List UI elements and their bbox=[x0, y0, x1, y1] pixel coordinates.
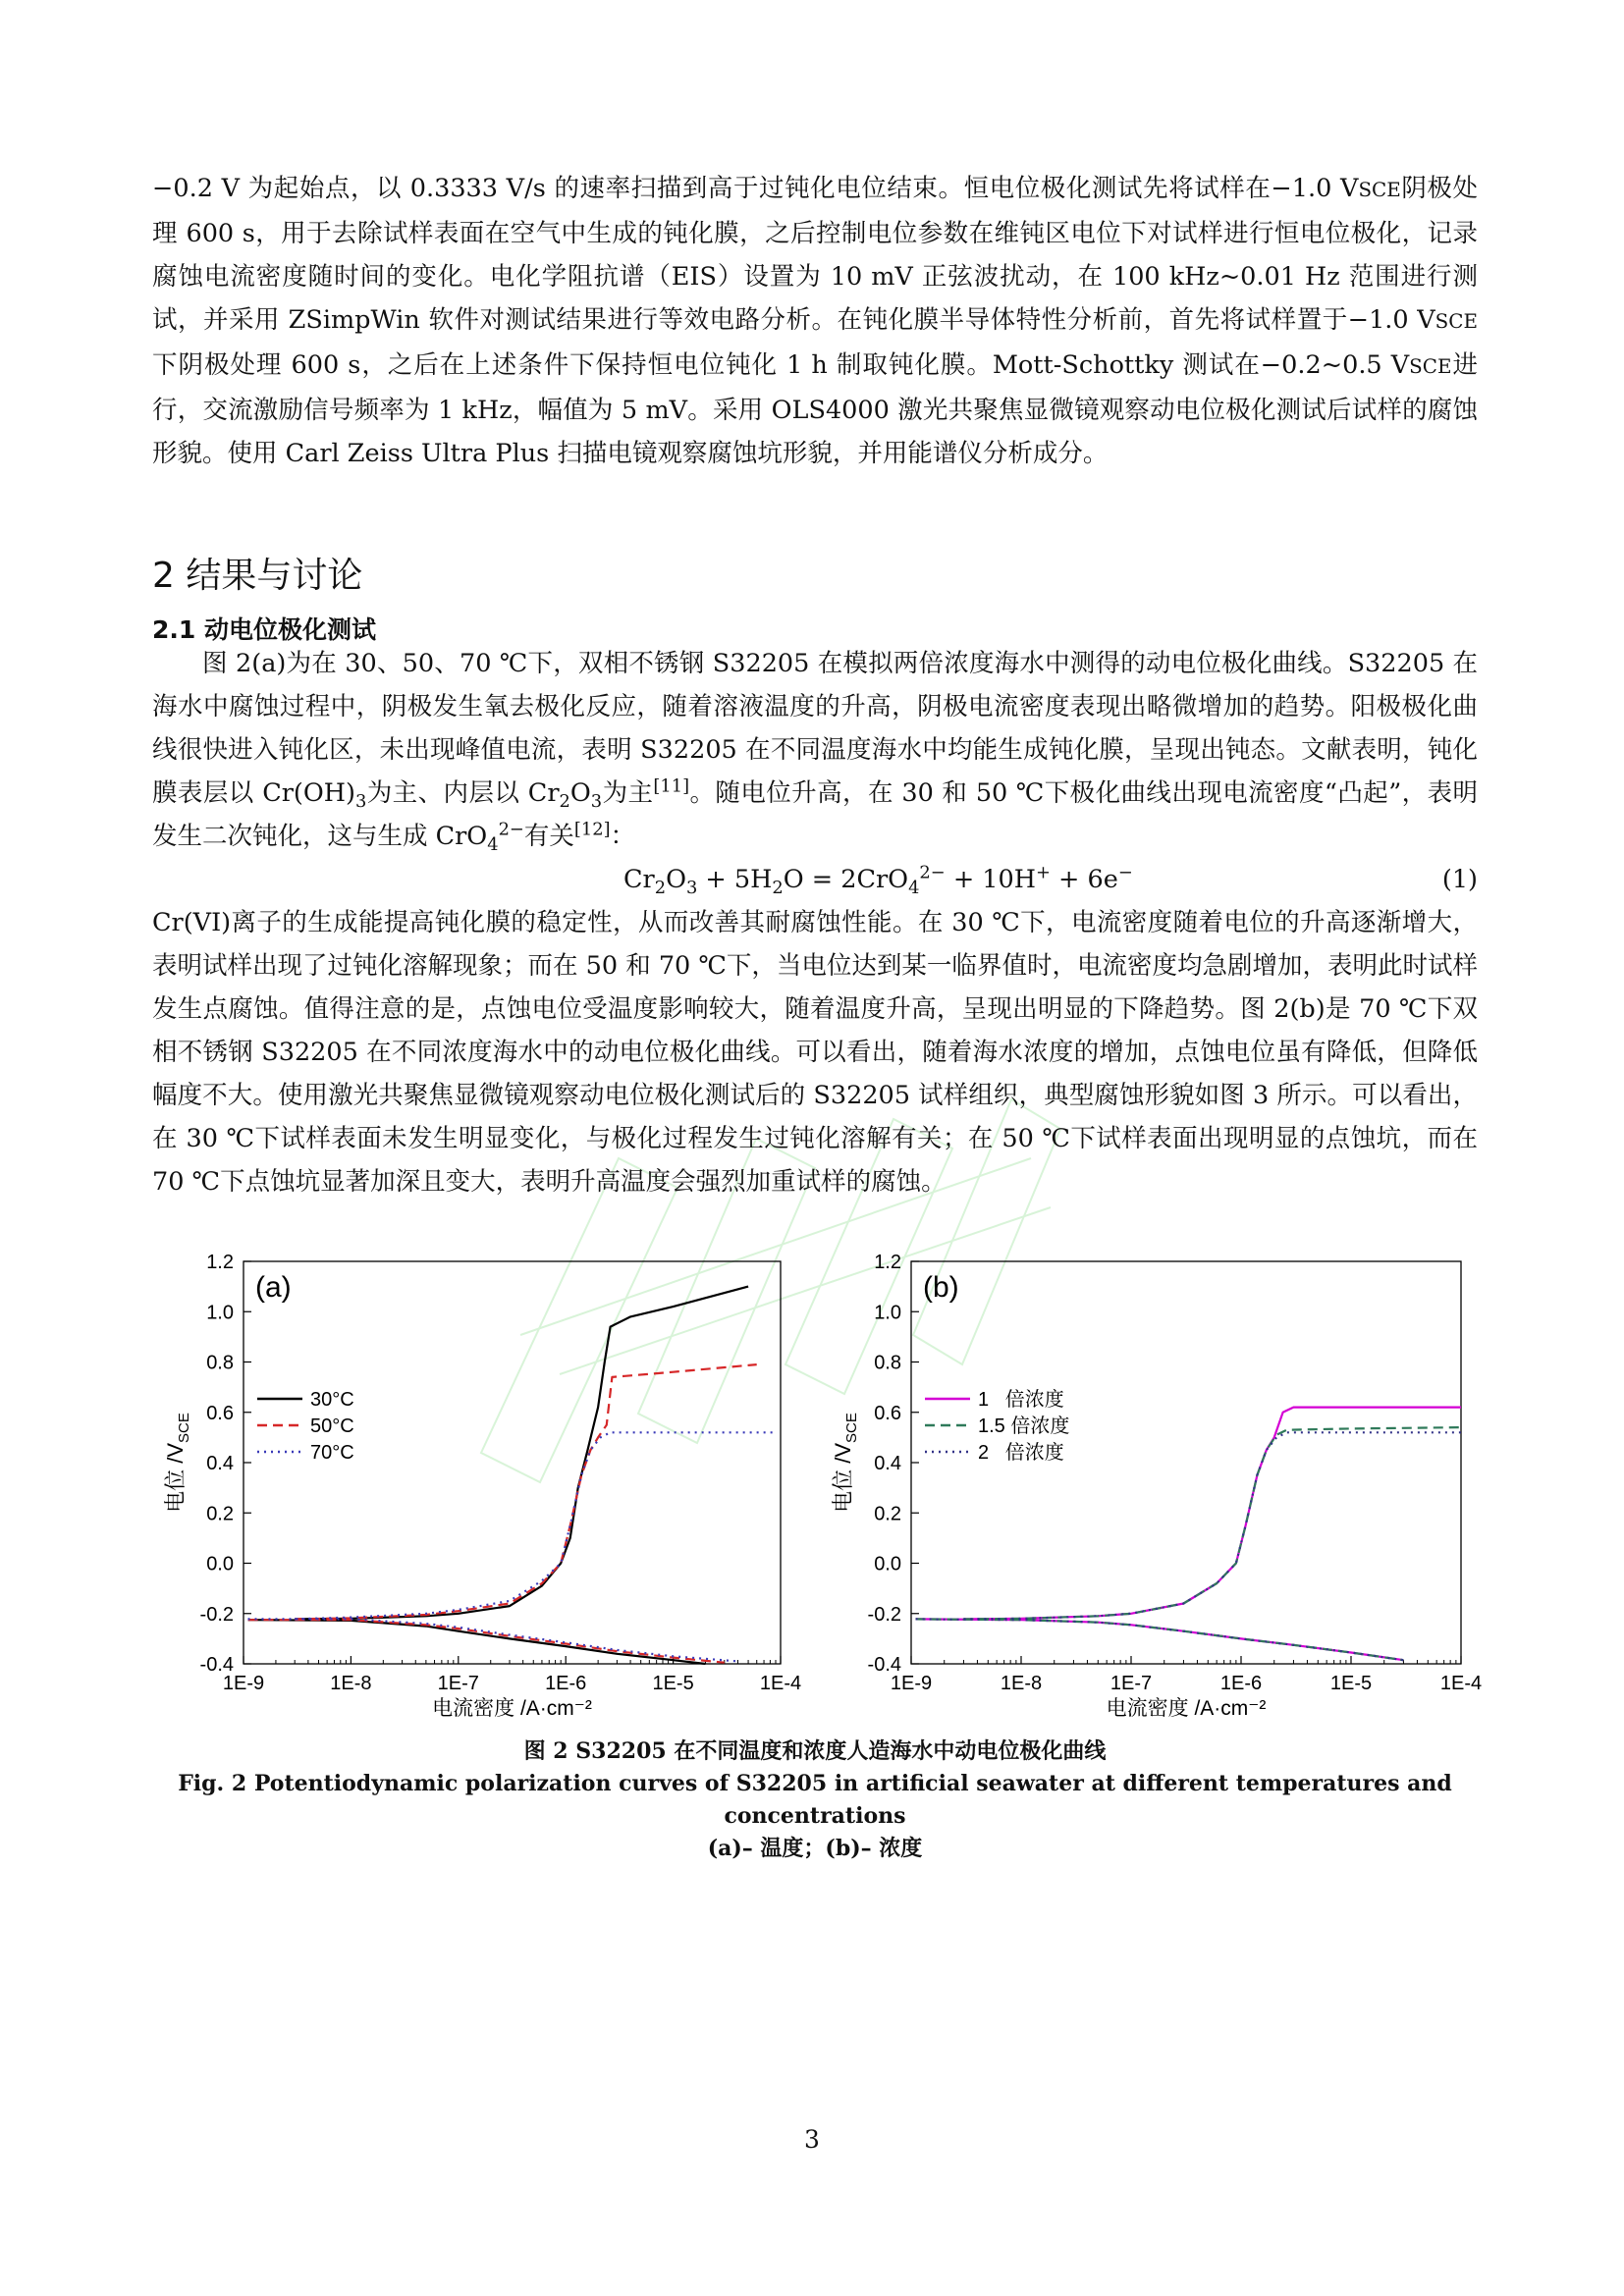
y-tick-label: 0.0 bbox=[874, 1553, 901, 1575]
y-tick-label: -0.2 bbox=[867, 1603, 901, 1626]
series-line-anodic bbox=[295, 1287, 748, 1620]
y-tick-label: 0.0 bbox=[206, 1553, 234, 1575]
x-tick-label: 1E-5 bbox=[652, 1673, 694, 1694]
equation-1 bbox=[152, 858, 1478, 901]
legend-label: 70°C bbox=[310, 1442, 354, 1464]
y-tick-label: 0.4 bbox=[206, 1453, 234, 1474]
y-tick-label: -0.2 bbox=[199, 1603, 234, 1626]
legend-label: 2 倍浓度 bbox=[978, 1442, 1064, 1464]
series-line-cathodic bbox=[916, 1619, 1404, 1660]
paragraph-concentration: Cr(VI)离子的生成能提高钝化膜的稳定性，从而改善其耐腐蚀性能。在 30 ℃下，电流密度随着电位的升高逐渐增大，表明试样出现了过钝化溶解现象；而在 50 和 70 ℃下，当电位达到某一临界值时，电流密度均急剧增加，表明此时试样发生点腐蚀。值得注意的是，点蚀电位受温度影响较大，随着温度升高，呈现出明显的下降趋势。图 2(b)是 70 ℃下双相不锈钢 S32205 在不同浓度海水中的动电位极化曲线。可以看出，随着海水浓度的增加，点蚀电位虽有降低，但降低幅度不大。使用激光共聚焦显微镜观察动电位极化测试后的 S32205 试样组织，典型腐蚀形貌如图 3 所示。可以看出，在 30 ℃下试样表面未发生明显变化，与极化过程发生过钝化溶解有关；在 50 ℃下试样表面出现明显的点蚀坑，而在 70 ℃下点蚀坑显著加深且变大，表明升高温度会强烈加重试样的腐蚀。 bbox=[152, 908, 1478, 1197]
x-tick-label: 1E-9 bbox=[890, 1673, 933, 1694]
figure-2 bbox=[147, 1242, 1502, 1733]
y-tick-label: 0.2 bbox=[206, 1503, 234, 1525]
series-line-cathodic bbox=[248, 1620, 706, 1664]
x-tick-label: 1E-7 bbox=[1110, 1673, 1153, 1694]
legend-label: 1 倍浓度 bbox=[978, 1389, 1064, 1411]
y-tick-label: 0.8 bbox=[206, 1352, 234, 1374]
y-tick-label: 1.2 bbox=[206, 1252, 234, 1273]
paragraph-temperature: 图 2(a)为在 30、50、70 ℃下，双相不锈钢 S32205 在模拟两倍浓度海水中测得的动电位极化曲线。S32205 在海水中腐蚀过程中，阴极发生氧去极化反应，随着溶液温度的升高，阴极电流密度表现出略微增加的趋势。阳极极化曲线很快进入钝化区，未出现峰值电流，表明 S32205 在不同温度海水中均能生成钝化膜，呈现出钝态。文献表明，钝化膜表层以 $Cr(OH)_3$为主、内层以 $Cr_2O_3$为主[11]。随电位升高，在 30 和 50 ℃下极化曲线出现电流密度“凸起”，表明发生二次钝化，这与生成 CrO$_4^{2-}$有关[12]： bbox=[152, 649, 1478, 856]
y-axis-label-main: 电位 /V bbox=[163, 1442, 188, 1513]
panel-label: (a) bbox=[255, 1271, 292, 1304]
x-tick-label: 1E-6 bbox=[545, 1673, 587, 1694]
x-tick-label: 1E-8 bbox=[330, 1673, 372, 1694]
series-line-cathodic bbox=[916, 1619, 1404, 1660]
series-line-anodic bbox=[295, 1364, 757, 1619]
y-axis-label bbox=[163, 1413, 192, 1513]
page-number: 3 bbox=[804, 2125, 820, 2154]
chart-panel-a bbox=[147, 1242, 805, 1733]
y-tick-label: 1.0 bbox=[874, 1302, 901, 1324]
series-line-anodic bbox=[963, 1408, 1461, 1620]
y-tick-label: 1.0 bbox=[206, 1302, 234, 1324]
y-tick-label: 0.6 bbox=[206, 1402, 234, 1424]
results-body bbox=[152, 642, 1478, 1203]
x-tick-label: 1E-5 bbox=[1329, 1673, 1373, 1694]
x-tick-label: 1E-9 bbox=[222, 1673, 265, 1694]
series-line-cathodic bbox=[916, 1619, 1404, 1660]
y-axis-label-main: 电位 /V bbox=[831, 1442, 855, 1513]
x-tick-label: 1E-8 bbox=[1000, 1673, 1043, 1694]
y-axis-label-sub: SCE bbox=[843, 1413, 860, 1443]
series-line-cathodic bbox=[248, 1620, 725, 1663]
equation-expression: $Cr_2O_3 + 5H_2O = 2CrO_4^{2-} + 10H^+ + 6e^-$ bbox=[623, 862, 1133, 899]
y-axis-label-sub: SCE bbox=[176, 1413, 192, 1443]
intro-paragraph: −0.2 V 为起始点，以 0.3333 V/s 的速率扫描到高于过钝化电位结束。恒电位极化测试先将试样在−1.0 VSCE阴极处理 600 s，用于去除试样表面在空气中生成的钝化膜，之后控制电位参数在维钝区电位下对试样进行恒电位极化，记录腐蚀电流密度随时间的变化。电化学阻抗谱（EIS）设置为 10 mV 正弦波扰动，在 100 kHz~0.01 Hz 范围进行测试，并采用 ZSimpWin 软件对测试结果进行等效电路分析。在钝化膜半导体特性分析前，首先将试样置于−1.0 VSCE下阴极处理 600 s，之后在上述条件下保持恒电位钝化 1 h 制取钝化膜。Mott-Schottky 测试在−0.2~0.5 VSCE进行，交流激励信号频率为 1 kHz，幅值为 5 mV。采用 OLS4000 激光共聚焦显微镜观察动电位极化测试后试样的腐蚀形貌。使用 Carl Zeiss Ultra Plus 扫描电镜观察腐蚀坑形貌，并用能谱仪分析成分。 bbox=[152, 174, 1478, 468]
y-tick-label: 0.2 bbox=[874, 1503, 901, 1525]
equation-number: (1) bbox=[1441, 865, 1478, 894]
legend-label: 30°C bbox=[310, 1389, 354, 1411]
x-axis-label: 电流密度 /A·cm⁻² bbox=[432, 1697, 592, 1720]
caption-english: Fig. 2 Potentiodynamic polarization curves of S32205 in artificial seawater at different temperatures and concentrations bbox=[178, 1771, 1452, 1829]
y-tick-label: 0.8 bbox=[874, 1352, 901, 1374]
y-axis-label bbox=[831, 1413, 860, 1513]
y-tick-label: -0.4 bbox=[867, 1654, 901, 1676]
figure-caption bbox=[152, 1735, 1478, 1865]
x-tick-label: 1E-6 bbox=[1219, 1673, 1263, 1694]
legend-label: 50°C bbox=[310, 1415, 354, 1437]
panel-label: (b) bbox=[923, 1271, 959, 1304]
x-tick-label: 1E-4 bbox=[1439, 1673, 1483, 1694]
y-tick-label: 0.6 bbox=[874, 1402, 901, 1424]
caption-subpanels: (a)– 温度；(b)– 浓度 bbox=[707, 1836, 923, 1861]
y-tick-label: 0.4 bbox=[874, 1453, 901, 1474]
x-axis-label: 电流密度 /A·cm⁻² bbox=[1106, 1697, 1267, 1720]
series-line-cathodic bbox=[248, 1619, 738, 1661]
caption-chinese: 图 2 S32205 在不同温度和浓度人造海水中动电位极化曲线 bbox=[523, 1738, 1107, 1764]
chart-panel-b bbox=[815, 1242, 1492, 1733]
y-tick-label: 1.2 bbox=[874, 1252, 901, 1273]
subsection-heading: 2.1 动电位极化测试 bbox=[152, 615, 376, 644]
legend-label: 1.5 倍浓度 bbox=[978, 1415, 1070, 1437]
x-tick-label: 1E-7 bbox=[437, 1673, 479, 1694]
x-tick-label: 1E-4 bbox=[759, 1673, 802, 1694]
y-tick-label: -0.4 bbox=[199, 1654, 234, 1676]
section-heading: 2 结果与讨论 bbox=[152, 556, 363, 596]
